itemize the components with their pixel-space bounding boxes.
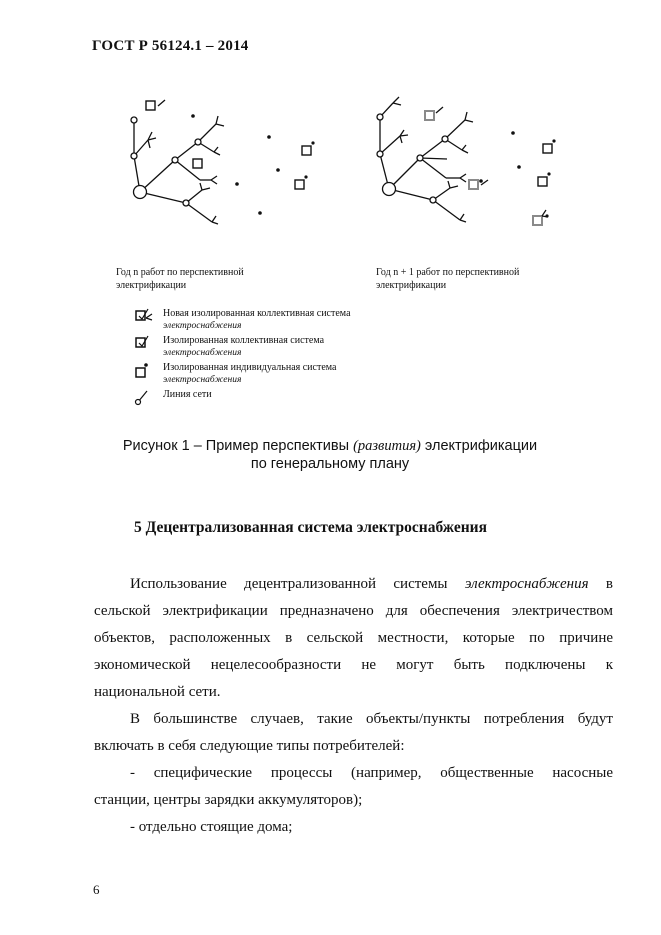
paragraph-2: В большинстве случаев, такие объекты/пункты потребления будут включать в себя следующие типы потребителей: [94, 711, 613, 754]
grid-node [131, 117, 137, 123]
grid-node [195, 139, 201, 145]
individual-system-marker [302, 146, 311, 155]
new-collective-system-icon [133, 308, 155, 324]
collective-system-marker [193, 159, 202, 168]
section-title: 5 Децентрализованная система электроснабжения [134, 519, 487, 536]
legend-sublabel: электроснабжения [163, 348, 242, 358]
right-diagram-caption [376, 266, 519, 292]
grid-node [131, 153, 137, 159]
document-header: ГОСТ Р 56124.1 – 2014 [92, 38, 249, 54]
list-item: - отдельно стоящие дома; [130, 819, 293, 835]
left-diagram-caption [116, 266, 244, 292]
substation-node [134, 186, 147, 199]
right-caption-line2: электрификации [376, 280, 447, 291]
legend-label: Линия сети [163, 389, 212, 400]
new-collective-system-marker [533, 216, 542, 225]
left-caption-line2: электрификации [116, 280, 187, 291]
legend-label: Изолированная индивидуальная система [163, 362, 337, 373]
individual-system-marker [295, 180, 304, 189]
page-number: 6 [93, 882, 100, 897]
new-collective-system-marker [425, 111, 434, 120]
paragraph-1: Использование децентрализованной системы электроснабжения в сельской электрификации предназначено для обеспечения электричеством объектов, расположенных в сельской местности, которые по причине экономической нецелесообразности не могут быть подключены к национальной сети. [94, 576, 613, 700]
individual-system-icon [133, 362, 155, 380]
left-network [134, 100, 224, 224]
legend-label: Изолированная коллективная система [163, 335, 325, 346]
grid-node [172, 157, 178, 163]
figure-caption: Рисунок 1 – Пример перспективы (развития) электрификации по генеральному плану [60, 437, 600, 473]
right-caption-line1: Год n + 1 работ по перспективной [376, 267, 520, 278]
grid-node [183, 200, 189, 206]
left-caption-line1: Год n работ по перспективной [116, 267, 244, 278]
collective-system-icon [133, 335, 155, 351]
grid-line-icon [133, 389, 155, 407]
list-item: - специфические процессы (например, общественные насосные станции, центры зарядки аккумуляторов); [94, 765, 613, 808]
legend-label: Новая изолированная коллективная система [163, 308, 351, 319]
collective-system-marker [146, 101, 155, 110]
legend-sublabel: электроснабжения [163, 375, 242, 385]
legend-sublabel: электроснабжения [163, 321, 242, 331]
figure-caption-line2: по генеральному плану [250, 456, 410, 472]
new-collective-system-marker [469, 180, 478, 189]
